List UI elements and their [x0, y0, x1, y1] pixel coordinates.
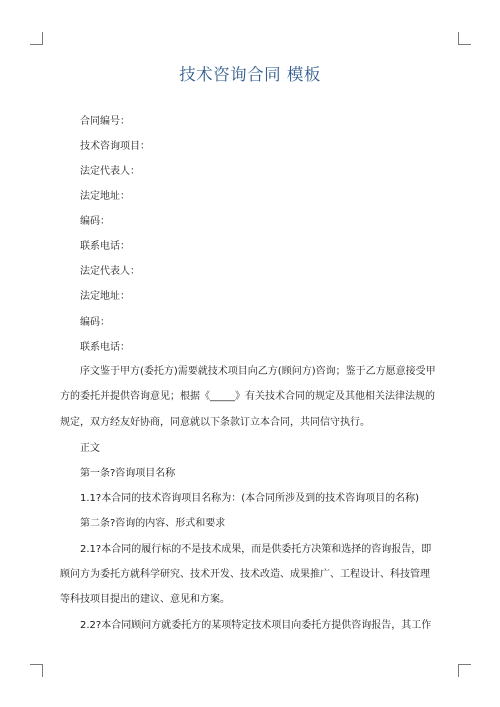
field-legal-representative-2: 法定代表人： — [80, 266, 140, 277]
crop-mark-bottom-left — [30, 664, 43, 677]
article-1-heading: 第一条?咨询项目名称 — [80, 468, 176, 479]
article-2-1-line-1: 2.1?本合同的履行标的不是技术成果，而是供委托方决策和选择的咨询报告，即 — [80, 544, 432, 555]
field-postal-code: 编码： — [80, 216, 110, 227]
field-phone: 联系电话： — [80, 241, 130, 252]
article-2-heading: 第二条?咨询的内容、形式和要求 — [80, 518, 226, 529]
field-contract-number: 合同编号： — [80, 116, 130, 127]
preface-line-2: 方的委托并提供咨询意见；根据《_____》有关技术合同的规定及其他相关法律法规的 — [60, 391, 435, 402]
field-legal-address: 法定地址： — [80, 191, 130, 202]
crop-mark-top-right — [458, 32, 471, 45]
field-legal-representative: 法定代表人： — [80, 166, 140, 177]
article-1-1: 1.1?本合同的技术咨询项目名称为：(本合同所涉及到的技术咨询项目的名称) — [80, 493, 420, 504]
article-2-1-line-3: 等科技项目提出的建议、意见和方案。 — [60, 594, 230, 605]
body-heading: 正文 — [80, 443, 100, 454]
field-consulting-project: 技术咨询项目： — [80, 141, 150, 152]
field-phone-2: 联系电话： — [80, 342, 130, 353]
field-postal-code-2: 编码： — [80, 317, 110, 328]
preface-line-3: 规定，双方经友好协商，同意就以下条款订立本合同，共同信守执行。 — [60, 417, 370, 428]
article-2-2-line-1: 2.2?本合同顾问方就委托方的某项特定技术项目向委托方提供咨询报告，其工作 — [80, 620, 432, 631]
field-legal-address-2: 法定地址： — [80, 291, 130, 302]
crop-mark-top-left — [30, 32, 43, 45]
crop-mark-bottom-right — [458, 664, 471, 677]
article-2-1-line-2: 顾问方为委托方就科学研究、技术开发、技术改造、成果推广、工程设计、科技管理 — [60, 569, 430, 580]
document-title: 技术咨询合同 模板 — [179, 65, 321, 84]
preface-line-1: 序文鉴于甲方(委托方)需要就技术项目向乙方(顾问方)咨询；鉴于乙方愿意接受甲 — [80, 366, 436, 377]
